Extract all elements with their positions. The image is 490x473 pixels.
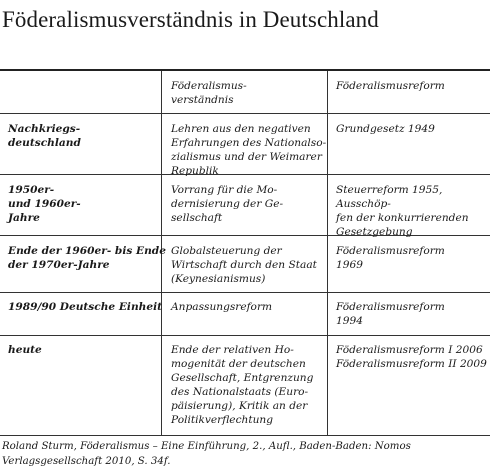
column-divider — [327, 71, 328, 436]
verstaendnis-cell: Globalsteuerung der Wirtschaft durch den Staat (Keynesianismus) — [171, 245, 317, 285]
reform-cell: Föderalismusreform I 2006 Föderalismusreform II 2009 — [336, 344, 487, 370]
verstaendnis-cell: Anpassungsreform — [171, 301, 273, 313]
verstaendnis-cell: Vorrang für die Mo- dernisierung der Ge- sellschaft — [171, 184, 284, 224]
verstaendnis-cell: Ende der relativen Ho- mogenität der deutschen Gesellschaft, Entgrenzung des Nationalstaats (Euro- päisierung), Kritik an der Politikverflechtung — [171, 344, 314, 426]
row-divider — [0, 292, 490, 293]
row-label: Ende der 1960er- bis Ende der 1970er-Jahre — [8, 245, 166, 271]
column-header-verstaendnis: Föderalismus- verständnis — [171, 80, 247, 106]
source-citation: Roland Sturm, Föderalismus – Eine Einführung, 2., Aufl., Baden-Baden: Nomos Verlagsgesellschaft 2010, S. 34f. — [2, 441, 411, 467]
column-header-reform: Föderalismusreform — [336, 80, 445, 92]
reform-cell: Föderalismusreform 1969 — [336, 245, 445, 271]
row-label: 1950er- und 1960er- Jahre — [8, 184, 81, 224]
header-divider — [0, 113, 490, 114]
reform-cell: Föderalismusreform 1994 — [336, 301, 445, 327]
table-bottom-rule — [0, 435, 490, 436]
verstaendnis-cell: Lehren aus den negativen Erfahrungen des Nationalso- zialismus und der Weimarer Republik — [171, 123, 327, 177]
page-title: Föderalismusverständnis in Deutschland — [2, 7, 379, 32]
row-label: 1989/90 Deutsche Einheit — [8, 301, 163, 313]
reform-cell: Steuerreform 1955, Ausschöp- fen der konkurrierenden Gesetzgebung — [336, 184, 469, 238]
reform-cell: Grundgesetz 1949 — [336, 123, 435, 135]
row-label: heute — [8, 344, 42, 356]
row-divider — [0, 335, 490, 336]
table-top-rule — [0, 69, 490, 71]
row-label: Nachkriegs- deutschland — [8, 123, 81, 149]
